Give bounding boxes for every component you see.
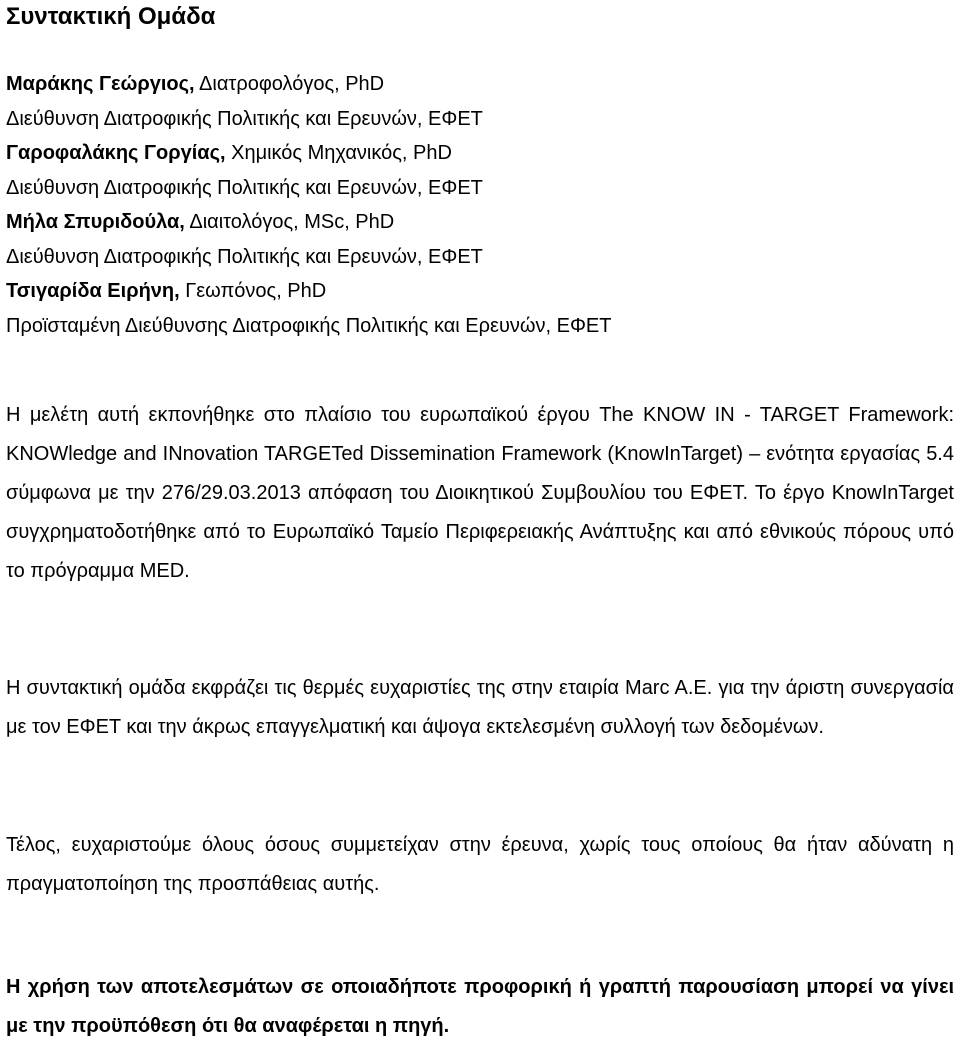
team-member	[6, 205, 611, 274]
team-member-name: Μήλα Σπυριδούλα,	[6, 211, 185, 233]
team-member-name: Γαροφαλάκης Γοργίας,	[6, 142, 226, 164]
editorial-team-list	[6, 67, 611, 343]
team-member-name: Μαράκης Γεώργιος,	[6, 73, 195, 95]
team-member-role: Διαιτολόγος, MSc, PhD	[184, 211, 395, 233]
team-member-name-line	[6, 274, 611, 309]
team-member-role: Γεωπόνος, PhD	[179, 280, 327, 302]
acknowledgement-participants-paragraph: Τέλος, ευχαριστούμε όλους όσους συμμετείχαν στην έρευνα, χωρίς τους οποίους θα ήταν αδύνατη η πραγματοποίηση της προσπάθειας αυτής.	[6, 834, 954, 895]
team-member	[6, 136, 611, 205]
team-member-affiliation: Προϊσταμένη Διεύθυνσης Διατροφικής Πολιτικής και Ερευνών, ΕΦΕΤ	[6, 314, 612, 337]
team-member-affiliation: Διεύθυνση Διατροφικής Πολιτικής και Ερευνών, ΕΦΕΤ	[6, 176, 483, 199]
team-member	[6, 67, 611, 136]
team-member-role: Χημικός Μηχανικός, PhD	[225, 142, 452, 164]
project-paragraph: Η μελέτη αυτή εκπονήθηκε στο πλαίσιο του ευρωπαϊκού έργου The KNOW IN - TARGET Framework: KNOWledge and INnovation TARGETed Dissemination Framework (KnowInTarget) – ενότητα εργασίας 5.4 σύμφωνα με την 276/29.03.2013 απόφαση του Διοικητικού Συμβουλίου του ΕΦΕΤ. Το έργο KnowInTarget συγχρηματοδοτήθηκε από το Ευρωπαϊκό Ταμείο Περιφερειακής Ανάπτυξης και από εθνικούς πόρους υπό το πρόγραμμα MED.	[6, 404, 954, 582]
team-member-affiliation: Διεύθυνση Διατροφικής Πολιτικής και Ερευνών, ΕΦΕΤ	[6, 107, 483, 130]
usage-notice: Η χρήση των αποτελεσμάτων σε οποιαδήποτε προφορική ή γραπτή παρουσίαση μπορεί να γίνει με την προϋπόθεση ότι θα αναφέρεται η πηγή.	[6, 976, 954, 1037]
team-member-name-line	[6, 136, 611, 171]
team-member-affiliation: Διεύθυνση Διατροφικής Πολιτικής και Ερευνών, ΕΦΕΤ	[6, 245, 483, 268]
acknowledgement-marc-paragraph: Η συντακτική ομάδα εκφράζει τις θερμές ευχαριστίες της στην εταιρία Marc A.E. για την άριστη συνεργασία με τον ΕΦΕΤ και την άκρως επαγγελματική και άψογα εκτελεσμένη συλλογή των δεδομένων.	[6, 677, 954, 738]
team-member-name: Τσιγαρίδα Ειρήνη,	[6, 280, 180, 302]
team-member-name-line	[6, 205, 611, 240]
team-member-name-line	[6, 67, 611, 102]
page-title: Συντακτική Ομάδα	[6, 3, 216, 30]
team-member-role: Διατροφολόγος, PhD	[194, 73, 385, 95]
team-member	[6, 274, 611, 343]
